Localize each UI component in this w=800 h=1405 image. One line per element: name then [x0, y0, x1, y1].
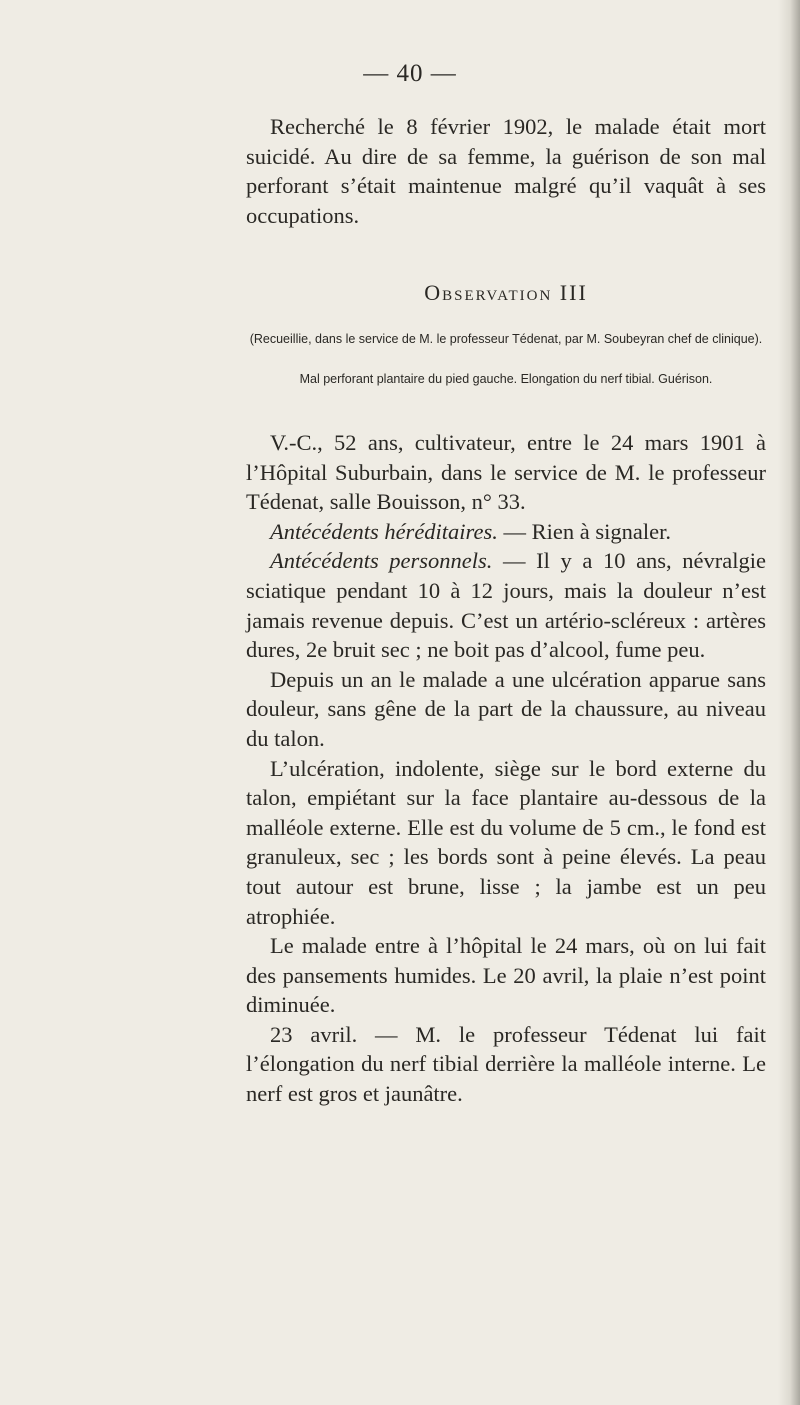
- page-edge-shadow: [778, 0, 800, 1405]
- intro-paragraph: Recherché le 8 février 1902, le malade était mort suicidé. Au dire de sa femme, la guérison de son mal perforant s’était maintenue malgré qu’il vaquât à ses occupations.: [246, 114, 766, 228]
- observation-subtitle: Mal perforant plantaire du pied gauche. Elongation du nerf tibial. Guérison.: [299, 372, 713, 386]
- patient-paragraph: V.-C., 52 ans, cultivateur, entre le 24 mars 1901 à l’Hôpital Suburbain, dans le service de M. le professeur Tédenat, salle Bouisson, n° 33.: [246, 430, 766, 515]
- hereditary-label: Antécédents héréditaires.: [270, 518, 498, 544]
- personal-label: Antécédents personnels.: [270, 548, 493, 574]
- personal-paragraph: [246, 546, 766, 664]
- hereditary-paragraph: [246, 517, 766, 547]
- hereditary-text: — Rien à signaler.: [497, 518, 671, 544]
- elongation-paragraph: 23 avril. — M. le professeur Tédenat lui fait l’élongation du nerf tibial derrière la malléole interne. Le nerf est gros et jaunâtre.: [246, 1021, 766, 1107]
- observation-source-note: (Recueillie, dans le service de M. le professeur Tédenat, par M. Soubeyran chef de clinique).: [249, 332, 763, 346]
- page-number: — 40 —: [363, 60, 457, 87]
- observation-body: [246, 428, 766, 1109]
- onset-paragraph: Depuis un an le malade a une ulcération apparue sans douleur, sans gêne de la part de la chaussure, au niveau du talon.: [246, 666, 766, 751]
- admission-paragraph: Le malade entre à l’hôpital le 24 mars, où on lui fait des pansements humides. Le 20 avril, la plaie n’est point diminuée.: [246, 933, 766, 1018]
- observation-title: Observation III: [424, 280, 588, 305]
- ulceration-paragraph: L’ulcération, indolente, siège sur le bord externe du talon, empiétant sur la face plantaire au-dessous de la malléole externe. Elle est du volume de 5 cm., le fond est granuleux, sec ; les bords sont à peine élevés. La peau tout autour est brune, lisse ; la jambe est un peu atrophiée.: [246, 755, 766, 929]
- personal-text: — Il y a 10 ans, névralgie sciatique pendant 10 à 12 jours, mais la douleur n’est jamais revenue depuis. C’est un artério-scléreux : artères dures, 2e bruit sec ; ne boit pas d’alcool, fume peu.: [246, 548, 766, 663]
